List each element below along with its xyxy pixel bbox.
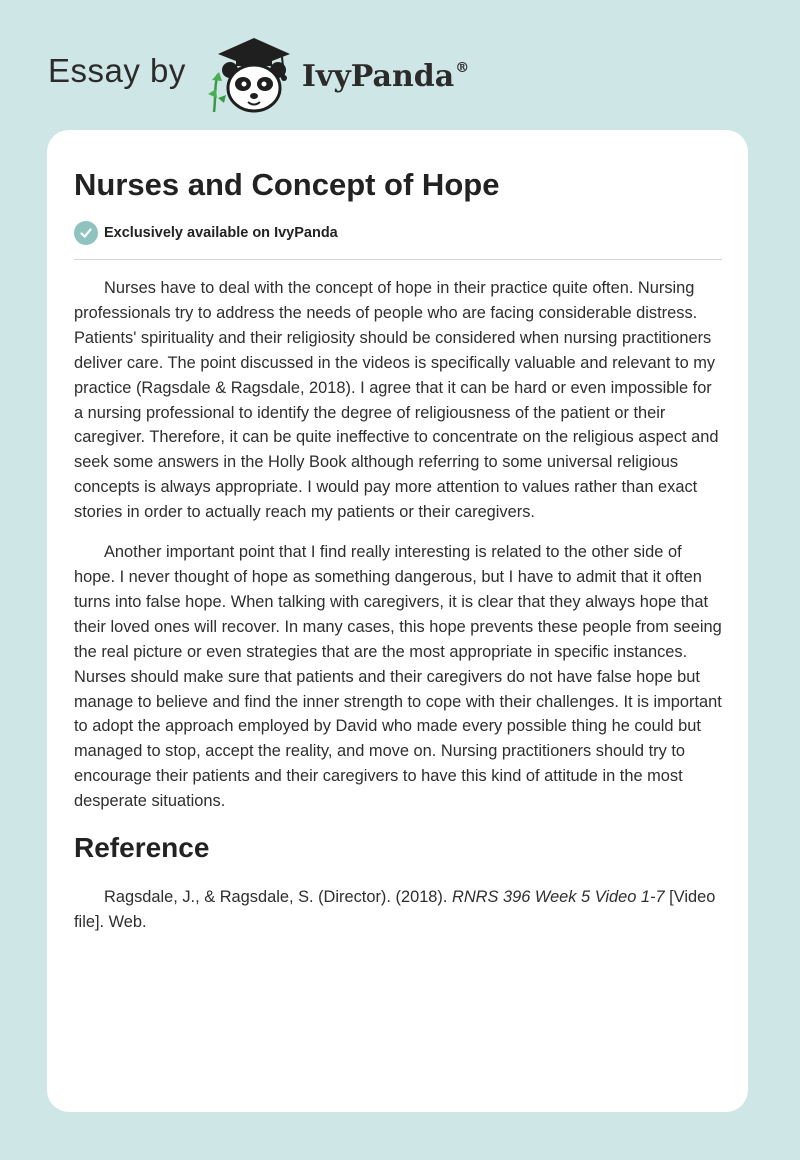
exclusive-badge (74, 221, 722, 245)
paragraph: Nurses have to deal with the concept of hope in their practice quite often. Nursing professionals try to address the needs of people who are facing considerable distress. Patients' spirituality and their religiosity should be considered when nursing practitioners deliver care. The point discussed in the videos is specifically valuable and relevant to my practice (Ragsdale & Ragsdale, 2018). I agree that it can be hard or even impossible for a nursing professional to identify the degree of religiousness of the patient or their caregiver. Therefore, it can be quite ineffective to concentrate on the religious aspect and seek some answers in the Holly Book although referring to some universal religious concepts is always appropriate. I would pay more attention to values rather than exact stories in order to actually reach my patients or their caregivers. (74, 279, 719, 522)
brand-prefix: Essay by (48, 52, 186, 89)
divider (74, 259, 722, 260)
reference-authors: Ragsdale, J., & Ragsdale, S. (Director). (2018). (104, 888, 452, 907)
reference-heading: Reference (74, 832, 210, 864)
check-icon (74, 221, 98, 245)
brand-header (48, 34, 469, 114)
panda-logo-icon (200, 34, 296, 114)
essay-body (74, 276, 722, 814)
reference-title: RNRS 396 Week 5 Video 1-7 (452, 888, 665, 907)
paragraph: Another important point that I find really interesting is related to the other side of hope. I never thought of hope as something dangerous, but I have to admit that it often turns into false hope. When talking with caregivers, it is clear that they always hope that their loved ones will recover. In many cases, this hope prevents these people from seeing the real picture or even strategies that are the most appropriate in specific instances. Nurses should make sure that patients and their caregivers do not have false hope but manage to believe and find the inner strength to cope with their challenges. It is important to adopt the approach employed by David who made every possible thing he could but managed to stop, accept the reality, and move on. Nursing practitioners should try to encourage their patients and their caregivers to have this kind of attitude in the most desperate situations. (74, 543, 722, 811)
registered-mark: ® (455, 59, 470, 76)
essay-title: Nurses and Concept of Hope (74, 167, 500, 202)
reference-entry (74, 885, 722, 935)
essay-card (47, 130, 748, 1112)
exclusive-badge-text: Exclusively available on IvyPanda (104, 225, 338, 241)
brand-name: IvyPanda® (301, 58, 470, 94)
reference-suffix: [Video file]. Web. (74, 888, 716, 931)
